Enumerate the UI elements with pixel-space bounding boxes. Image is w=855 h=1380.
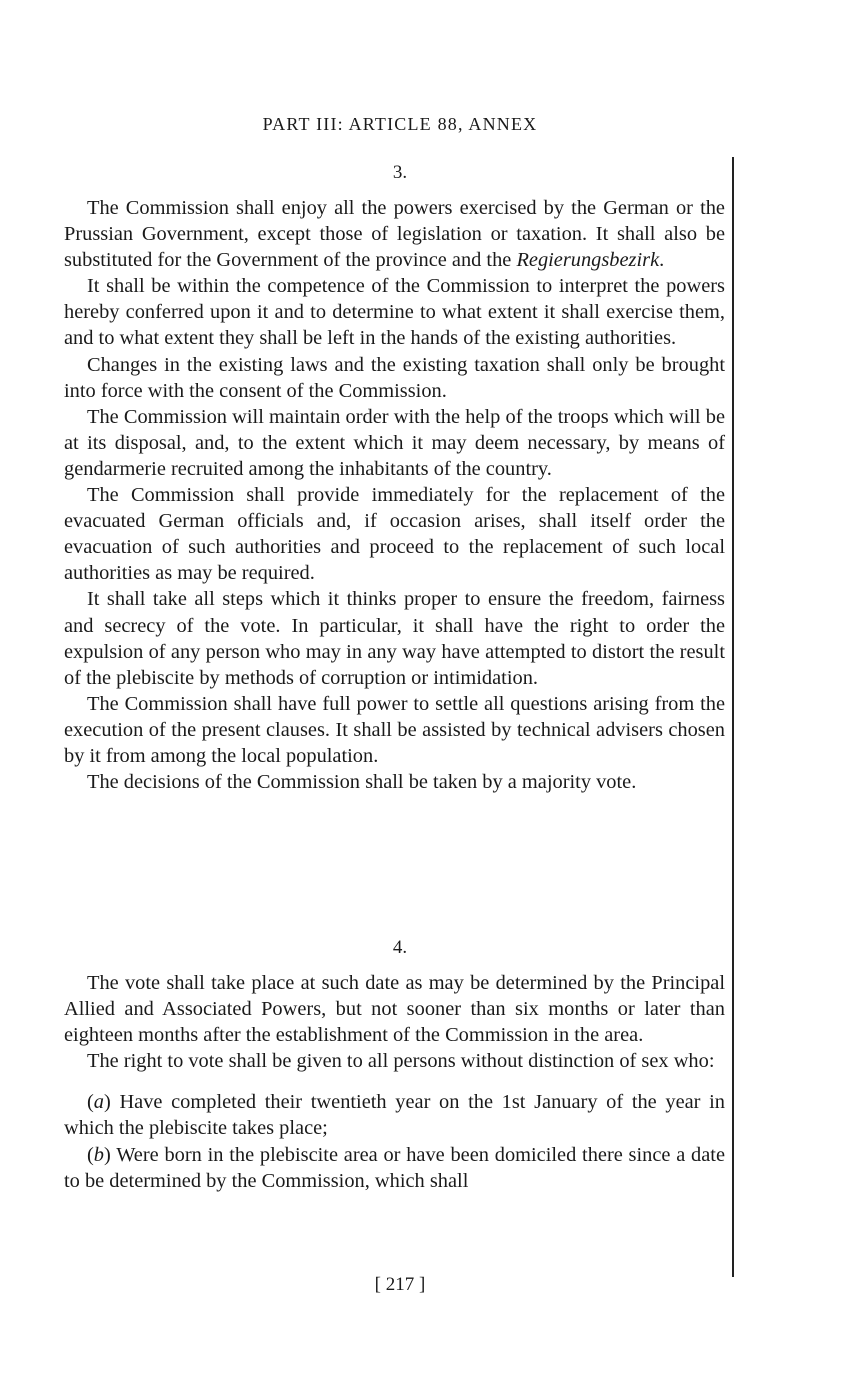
- paragraph: Changes in the existing laws and the existing taxation shall only be brought into force with the consent of the Commission.: [64, 353, 725, 402]
- paragraph: It shall take all steps which it thinks proper to ensure the freedom, fairness and secrecy of the vote. In particular, it shall have the right to order the expulsion of any person who may in any way have attempted to distort the result of the plebiscite by methods of corruption or intimidation.: [64, 588, 725, 689]
- page-number: [ 217 ]: [374, 1274, 426, 1295]
- paragraph: The decisions of the Commission shall be taken by a majority vote.: [87, 771, 637, 794]
- section-number-3: 3.: [392, 162, 408, 183]
- paragraph: The vote shall take place at such date as may be determined by the Principal Allied and Associated Powers, but not sooner than six months or later than eighteen months after the establishment of the Commission in the area.: [64, 972, 725, 1047]
- paragraph: The Commission shall have full power to settle all questions arising from the execution of the present clauses. It shall be assisted by technical advisers chosen by it from among the local population.: [64, 692, 725, 767]
- section-4-body: [64, 970, 725, 1194]
- list-item: (b) Were born in the plebiscite area or have been domiciled there since a date to be determined by the Commission, which shall: [64, 1143, 725, 1192]
- paragraph: The Commission shall enjoy all the powers exercised by the German or the Prussian Government, except those of legislation or taxation. It shall also be substituted for the Government of the province and the Regierungsbezirk.: [64, 197, 725, 272]
- paragraph: The Commission shall provide immediately for the replacement of the evacuated German officials and, if occasion arises, shall itself order the evacuation of such authorities and proceed to the replacement of such local authorities as may be required.: [64, 484, 725, 585]
- paragraph: The Commission will maintain order with the help of the troops which will be at its disposal, and, to the extent which it may deem necessary, by means of gendarmerie recruited among the inhabitants of the country.: [64, 405, 725, 480]
- paragraph: It shall be within the competence of the Commission to interpret the powers hereby conferred upon it and to determine to what extent it shall exercise them, and to what extent they shall be left in the hands of the existing authorities.: [64, 275, 725, 350]
- item-marker: a: [93, 1091, 104, 1114]
- running-header: PART III: ARTICLE 88, ANNEX: [262, 114, 538, 134]
- italic-term: Regierungsbezirk: [516, 249, 660, 272]
- list-item: (a) Have completed their twentieth year on the 1st January of the year in which the plebiscite takes place;: [64, 1091, 725, 1140]
- section-number-4: 4.: [392, 937, 408, 958]
- section-3-body: [64, 195, 725, 795]
- item-marker: b: [93, 1143, 104, 1166]
- paragraph: The right to vote shall be given to all persons without distinction of sex who:: [87, 1050, 715, 1073]
- margin-rule: [732, 157, 734, 1277]
